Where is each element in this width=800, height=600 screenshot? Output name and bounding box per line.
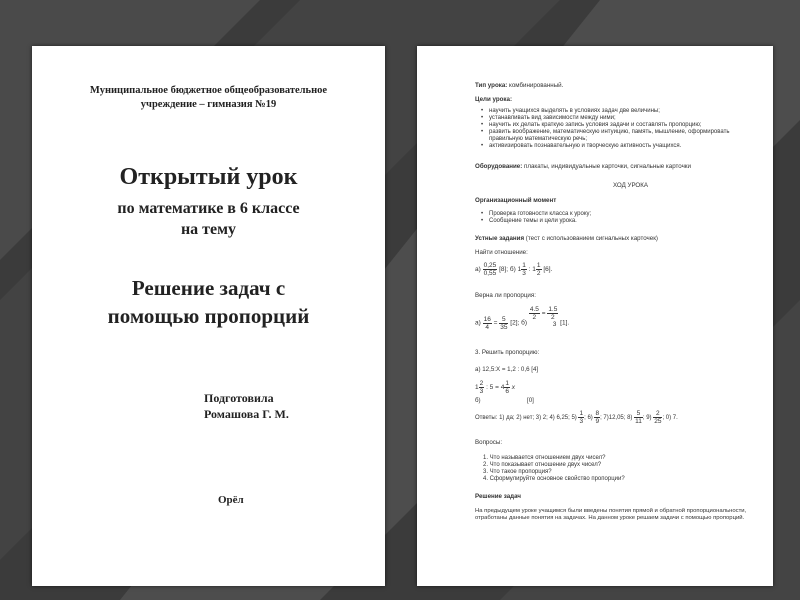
fraction: $\frac{1}{6}$ xyxy=(505,380,509,395)
goal-item: • научить учащихся выделять в условиях задач две величины; xyxy=(489,108,660,115)
org-heading: Организационный момент xyxy=(475,197,557,204)
question-item: 2. Что показывает отношение двух чисел? xyxy=(483,462,602,468)
question-item: 4. Сформулируйте основное свойство пропорции? xyxy=(483,476,625,482)
fraction: $\frac{2}{3}$ xyxy=(479,380,484,395)
oral-tasks: Устные задания (тест с использованием сигнальных карточек) xyxy=(475,235,658,242)
school-name: Муниципальное бюджетное общеобразовательное учреждение – гимназия №19 xyxy=(89,85,328,110)
task-heading: Решение задач xyxy=(475,493,521,500)
title-page xyxy=(32,46,385,586)
org-item: • Проверка готовности класса к уроку; xyxy=(489,211,591,218)
solve-task-b: 1 $\frac{2}{3}$ : 5 = 4 $\frac{1}{6}$ x xyxy=(475,380,515,395)
question-item: 3. Что такое пропорция? xyxy=(483,469,552,475)
questions-heading: Вопросы: xyxy=(475,439,503,446)
fraction: $\frac{5}{11}$ xyxy=(635,410,642,425)
fraction: $\frac{8}{9}$ xyxy=(595,410,600,425)
fraction: $\frac{5}{35}$ xyxy=(500,315,508,331)
city: Орёл xyxy=(218,494,244,506)
solve-task-b-mark: б) xyxy=(475,397,481,404)
proportion-question: Верна ли пропорция: xyxy=(475,292,536,299)
lesson-topic: Решение задач с помощью пропорций xyxy=(107,276,310,328)
lesson-type: Тип урока: комбинированный. xyxy=(475,82,564,89)
lesson-plan-page xyxy=(417,46,773,586)
fraction: $\frac{1}{3}$ xyxy=(579,410,584,425)
question-item: 1. Что называется отношением двух чисел? xyxy=(483,455,606,461)
fraction: $\frac{1.5}{2}$ xyxy=(548,306,558,321)
goal-item: • активизировать познавательную и творческую активность учащихся. xyxy=(489,143,681,150)
solve-heading: 3. Решить пропорцию: xyxy=(475,349,540,356)
goals-heading: Цели урока: xyxy=(475,96,513,103)
fraction: $\frac{0,25}{0,55}$ xyxy=(483,262,497,277)
find-ratio-label: Найти отношение: xyxy=(475,249,528,256)
task-text: отработаны данные понятия на задачах. На данном уроке решаем задачи с помощью пропорций. xyxy=(475,515,745,521)
ratio-task: а) $\frac{0,25}{0,55}$ [8]; б) 1 $\frac{1}{3}$ : 1 $\frac{1}{2}$ [6]. xyxy=(475,262,553,277)
goal-item-continuation: правильную математическую речь; xyxy=(489,136,588,142)
fraction: $\frac{1}{2}$ xyxy=(536,262,541,277)
proportion-task: а) $\frac{16}{4}$ = $\frac{5}{35}$ [2]; б) $\frac{4.5}{2}$ = $\frac{1.5}{2}$ 3 [1]. xyxy=(475,306,570,331)
fraction: $\frac{4.5}{2}$ xyxy=(529,306,539,321)
goal-item: • устанавливать вид зависимости между ними; xyxy=(489,115,616,122)
goal-item: • развить воображение, математическую интуицию, память, мышление, оформировать xyxy=(489,129,729,136)
lesson-subtitle: по математике в 6 классе на тему xyxy=(117,200,300,238)
author-block: Подготовила Ромашова Г. М. xyxy=(204,391,289,421)
org-item: • Сообщение темы и цели урока. xyxy=(489,218,577,225)
goal-item: • научить их делать краткую запись условия задачи и составлять пропорцию; xyxy=(489,122,702,129)
task-text: На предыдущем уроке учащимся были введены понятия прямой и обратной пропорциональности, xyxy=(475,508,747,514)
compound-fraction: $\frac{4.5}{2}$ = $\frac{1.5}{2}$ 3 xyxy=(529,306,558,328)
solve-task-b-answer: [0] xyxy=(527,397,534,404)
lesson-course-heading: ХОД УРОКА xyxy=(613,182,648,189)
fraction: $\frac{1}{3}$ xyxy=(522,262,526,277)
equipment: Оборудование: плакаты, индивидуальные карточки, сигнальные карточки xyxy=(475,163,691,170)
answers-line: Ответы: 1) да; 2) нет; 3) 2; 4) 6,25; 5) $\frac{1}{3}$ ; 6) $\frac{8}{9}$ ; 7)12,05; 8) $\frac{5}{11}$ ; 9) $\frac{2}{25}$ ; 0) 7. xyxy=(475,410,678,425)
fraction: $\frac{2}{25}$ xyxy=(654,410,662,425)
solve-task-a: а) 12,5:X = 1,2 : 0,6 [4] xyxy=(475,366,539,373)
fraction: $\frac{16}{4}$ xyxy=(483,315,491,331)
lesson-title: Открытый урок xyxy=(119,164,298,190)
